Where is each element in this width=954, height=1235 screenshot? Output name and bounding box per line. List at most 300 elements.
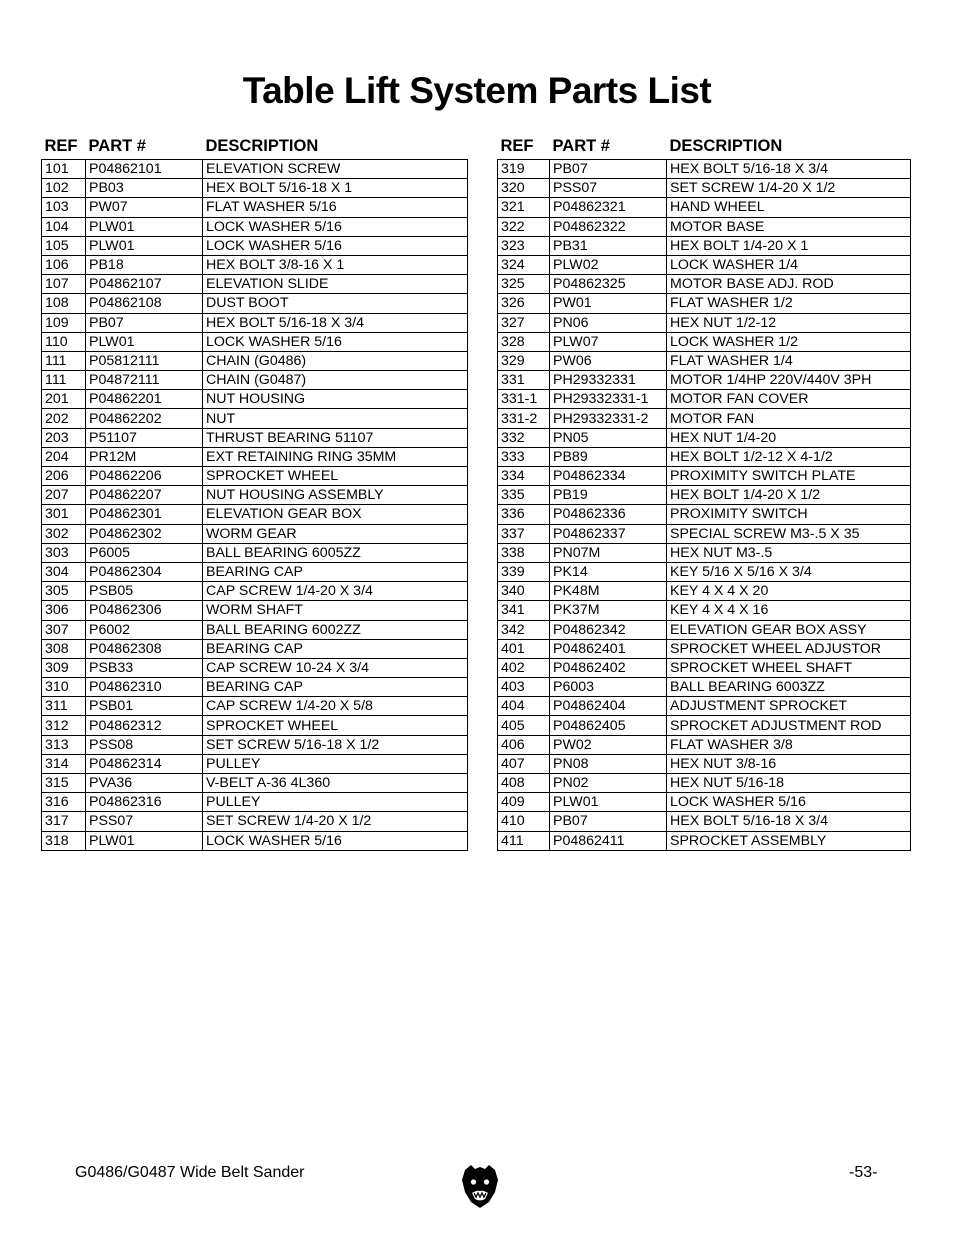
part-number-cell: P04862202 (86, 409, 203, 428)
description-cell: DUST BOOT (203, 294, 468, 313)
table-row (42, 793, 468, 812)
table-row (498, 754, 911, 773)
part-number-cell: P04862108 (86, 294, 203, 313)
description-cell: SPROCKET ASSEMBLY (667, 831, 911, 850)
description-cell: SPROCKET WHEEL (203, 467, 468, 486)
ref-cell: 315 (42, 774, 86, 793)
part-number-cell: P04862304 (86, 562, 203, 581)
ref-cell: 320 (498, 179, 550, 198)
table-row (498, 658, 911, 677)
description-cell: MOTOR FAN COVER (667, 390, 911, 409)
table-row (498, 716, 911, 735)
description-cell: KEY 4 X 4 X 16 (667, 601, 911, 620)
part-number-cell: P05812111 (86, 351, 203, 370)
description-cell: PROXIMITY SWITCH (667, 505, 911, 524)
table-row (498, 409, 911, 428)
table-row (42, 332, 468, 351)
header-part-number: PART # (88, 136, 146, 155)
description-cell: WORM GEAR (203, 524, 468, 543)
table-row (498, 371, 911, 390)
description-cell: NUT (203, 409, 468, 428)
part-number-cell: PK14 (550, 562, 667, 581)
table-row (498, 294, 911, 313)
ref-cell: 105 (42, 236, 86, 255)
ref-cell: 310 (42, 678, 86, 697)
description-cell: HAND WHEEL (667, 198, 911, 217)
description-cell: V-BELT A-36 4L360 (203, 774, 468, 793)
table-row (42, 236, 468, 255)
table-row (498, 735, 911, 754)
table-row (42, 179, 468, 198)
table-row (42, 601, 468, 620)
table-row (42, 198, 468, 217)
part-number-cell: P04862306 (86, 601, 203, 620)
description-cell: HEX BOLT 3/8-16 X 1 (203, 255, 468, 274)
ref-cell: 403 (498, 678, 550, 697)
table-row (42, 620, 468, 639)
description-cell: LOCK WASHER 5/16 (203, 332, 468, 351)
description-cell: CAP SCREW 10-24 X 3/4 (203, 658, 468, 677)
table-row (498, 217, 911, 236)
part-number-cell: P04862401 (550, 639, 667, 658)
description-cell: HEX NUT 1/4-20 (667, 428, 911, 447)
header-part-number: PART # (552, 136, 610, 155)
part-number-cell: P04862101 (86, 160, 203, 179)
part-number-cell: P04862206 (86, 467, 203, 486)
ref-cell: 303 (42, 543, 86, 562)
footer-model-name: G0486/G0487 Wide Belt Sander (75, 1164, 305, 1181)
part-number-cell: PB07 (550, 812, 667, 831)
part-number-cell: P04862325 (550, 275, 667, 294)
table-row (42, 275, 468, 294)
part-number-cell: P04862308 (86, 639, 203, 658)
part-number-cell: PLW07 (550, 332, 667, 351)
part-number-cell: P04862411 (550, 831, 667, 850)
part-number-cell: P51107 (86, 428, 203, 447)
table-row (42, 697, 468, 716)
description-cell: SPECIAL SCREW M3-.5 X 35 (667, 524, 911, 543)
ref-cell: 323 (498, 236, 550, 255)
table-row (498, 332, 911, 351)
description-cell: HEX NUT M3-.5 (667, 543, 911, 562)
part-number-cell: P04862336 (550, 505, 667, 524)
table-row (498, 793, 911, 812)
description-cell: BALL BEARING 6003ZZ (667, 678, 911, 697)
part-number-cell: P04862342 (550, 620, 667, 639)
ref-cell: 301 (42, 505, 86, 524)
part-number-cell: PB31 (550, 236, 667, 255)
parts-table-right (497, 134, 911, 851)
table-row (498, 179, 911, 198)
ref-cell: 321 (498, 198, 550, 217)
table-row (42, 409, 468, 428)
part-number-cell: PLW01 (86, 332, 203, 351)
part-number-cell: P04862207 (86, 486, 203, 505)
description-cell: EXT RETAINING RING 35MM (203, 447, 468, 466)
table-row (42, 562, 468, 581)
table-row (42, 294, 468, 313)
description-cell: SPROCKET WHEEL ADJUSTOR (667, 639, 911, 658)
ref-cell: 333 (498, 447, 550, 466)
table-row (42, 524, 468, 543)
description-cell: CHAIN (G0486) (203, 351, 468, 370)
description-cell: MOTOR BASE (667, 217, 911, 236)
description-cell: HEX BOLT 1/4-20 X 1/2 (667, 486, 911, 505)
part-number-cell: P04862316 (86, 793, 203, 812)
ref-cell: 339 (498, 562, 550, 581)
part-number-cell: P04862310 (86, 678, 203, 697)
description-cell: THRUST BEARING 51107 (203, 428, 468, 447)
part-number-cell: P04862405 (550, 716, 667, 735)
part-number-cell: PK37M (550, 601, 667, 620)
part-number-cell: PLW02 (550, 255, 667, 274)
part-number-cell: PLW01 (86, 831, 203, 850)
part-number-cell: PSB05 (86, 582, 203, 601)
table-row (42, 678, 468, 697)
part-number-cell: PB07 (550, 160, 667, 179)
part-number-cell: P04862302 (86, 524, 203, 543)
table-row (42, 639, 468, 658)
part-number-cell: PB07 (86, 313, 203, 332)
description-cell: FLAT WASHER 1/4 (667, 351, 911, 370)
ref-cell: 325 (498, 275, 550, 294)
ref-cell: 311 (42, 697, 86, 716)
table-row (498, 697, 911, 716)
ref-cell: 107 (42, 275, 86, 294)
part-number-cell: PSS08 (86, 735, 203, 754)
ref-cell: 324 (498, 255, 550, 274)
description-cell: CAP SCREW 1/4-20 X 3/4 (203, 582, 468, 601)
table-row (498, 198, 911, 217)
part-number-cell: P6005 (86, 543, 203, 562)
table-row (42, 582, 468, 601)
table-row (498, 447, 911, 466)
ref-cell: 309 (42, 658, 86, 677)
description-cell: LOCK WASHER 5/16 (203, 831, 468, 850)
part-number-cell: P04862404 (550, 697, 667, 716)
ref-cell: 327 (498, 313, 550, 332)
part-number-cell: P04862312 (86, 716, 203, 735)
ref-cell: 409 (498, 793, 550, 812)
table-row (498, 601, 911, 620)
table-row (498, 486, 911, 505)
ref-cell: 109 (42, 313, 86, 332)
description-cell: MOTOR BASE ADJ. ROD (667, 275, 911, 294)
ref-cell: 111 (42, 351, 86, 370)
part-number-cell: P6002 (86, 620, 203, 639)
part-number-cell: PLW01 (86, 236, 203, 255)
description-cell: ELEVATION GEAR BOX ASSY (667, 620, 911, 639)
table-row (42, 543, 468, 562)
ref-cell: 111 (42, 371, 86, 390)
part-number-cell: PR12M (86, 447, 203, 466)
ref-cell: 305 (42, 582, 86, 601)
part-number-cell: P04862402 (550, 658, 667, 677)
description-cell: SPROCKET WHEEL (203, 716, 468, 735)
ref-cell: 201 (42, 390, 86, 409)
table-row (498, 351, 911, 370)
ref-cell: 336 (498, 505, 550, 524)
table-row (42, 160, 468, 179)
description-cell: SET SCREW 1/4-20 X 1/2 (203, 812, 468, 831)
description-cell: KEY 5/16 X 5/16 X 3/4 (667, 562, 911, 581)
ref-cell: 314 (42, 754, 86, 773)
table-row (498, 774, 911, 793)
description-cell: LOCK WASHER 5/16 (203, 217, 468, 236)
part-number-cell: P04862322 (550, 217, 667, 236)
part-number-cell: P6003 (550, 678, 667, 697)
ref-cell: 402 (498, 658, 550, 677)
table-row (42, 735, 468, 754)
description-cell: SPROCKET ADJUSTMENT ROD (667, 716, 911, 735)
table-row (42, 447, 468, 466)
ref-cell: 206 (42, 467, 86, 486)
table-row (498, 543, 911, 562)
table-row (42, 467, 468, 486)
ref-cell: 404 (498, 697, 550, 716)
part-number-cell: PLW01 (550, 793, 667, 812)
table-row (42, 351, 468, 370)
ref-cell: 406 (498, 735, 550, 754)
ref-cell: 317 (42, 812, 86, 831)
description-cell: WORM SHAFT (203, 601, 468, 620)
ref-cell: 108 (42, 294, 86, 313)
table-row (42, 505, 468, 524)
ref-cell: 110 (42, 332, 86, 351)
ref-cell: 338 (498, 543, 550, 562)
ref-cell: 202 (42, 409, 86, 428)
description-cell: HEX BOLT 5/16-18 X 1 (203, 179, 468, 198)
description-cell: HEX NUT 1/2-12 (667, 313, 911, 332)
ref-cell: 337 (498, 524, 550, 543)
description-cell: NUT HOUSING ASSEMBLY (203, 486, 468, 505)
header-ref: REF (44, 136, 78, 155)
table-row (498, 812, 911, 831)
table-row (42, 831, 468, 850)
part-number-cell: PB19 (550, 486, 667, 505)
description-cell: LOCK WASHER 5/16 (203, 236, 468, 255)
part-number-cell: PW06 (550, 351, 667, 370)
part-number-cell: PLW01 (86, 217, 203, 236)
part-number-cell: P04862301 (86, 505, 203, 524)
header-description: DESCRIPTION (669, 136, 783, 155)
ref-cell: 312 (42, 716, 86, 735)
ref-cell: 103 (42, 198, 86, 217)
description-cell: FLAT WASHER 3/8 (667, 735, 911, 754)
description-cell: BALL BEARING 6005ZZ (203, 543, 468, 562)
table-row (42, 255, 468, 274)
description-cell: HEX BOLT 5/16-18 X 3/4 (667, 160, 911, 179)
ref-cell: 331-1 (498, 390, 550, 409)
table-row (498, 428, 911, 447)
table-row (498, 678, 911, 697)
description-cell: PULLEY (203, 754, 468, 773)
header-ref: REF (500, 136, 534, 155)
ref-cell: 318 (42, 831, 86, 850)
description-cell: SET SCREW 5/16-18 X 1/2 (203, 735, 468, 754)
part-number-cell: P04862314 (86, 754, 203, 773)
description-cell: HEX NUT 3/8-16 (667, 754, 911, 773)
ref-cell: 341 (498, 601, 550, 620)
description-cell: BEARING CAP (203, 678, 468, 697)
table-row (498, 467, 911, 486)
ref-cell: 411 (498, 831, 550, 850)
part-number-cell: P04862334 (550, 467, 667, 486)
ref-cell: 302 (42, 524, 86, 543)
parts-table-left (41, 134, 468, 851)
part-number-cell: P04862201 (86, 390, 203, 409)
ref-cell: 408 (498, 774, 550, 793)
table-row (42, 486, 468, 505)
ref-cell: 340 (498, 582, 550, 601)
description-cell: HEX BOLT 5/16-18 X 3/4 (203, 313, 468, 332)
ref-cell: 331-2 (498, 409, 550, 428)
part-number-cell: P04872111 (86, 371, 203, 390)
description-cell: FLAT WASHER 5/16 (203, 198, 468, 217)
header-description: DESCRIPTION (205, 136, 319, 155)
table-row (498, 582, 911, 601)
description-cell: HEX BOLT 1/4-20 X 1 (667, 236, 911, 255)
table-row (498, 160, 911, 179)
table-row (498, 236, 911, 255)
description-cell: CHAIN (G0487) (203, 371, 468, 390)
page-number: -53- (849, 1164, 878, 1181)
table-row (498, 505, 911, 524)
table-row (498, 620, 911, 639)
part-number-cell: PSS07 (550, 179, 667, 198)
description-cell: LOCK WASHER 5/16 (667, 793, 911, 812)
ref-cell: 313 (42, 735, 86, 754)
part-number-cell: PH29332331-1 (550, 390, 667, 409)
part-number-cell: PH29332331 (550, 371, 667, 390)
grizzly-bear-logo-icon (459, 1162, 501, 1210)
description-cell: FLAT WASHER 1/2 (667, 294, 911, 313)
part-number-cell: PVA36 (86, 774, 203, 793)
part-number-cell: PN02 (550, 774, 667, 793)
ref-cell: 203 (42, 428, 86, 447)
part-number-cell: PB18 (86, 255, 203, 274)
ref-cell: 207 (42, 486, 86, 505)
part-number-cell: PN07M (550, 543, 667, 562)
description-cell: SET SCREW 1/4-20 X 1/2 (667, 179, 911, 198)
table-row (42, 428, 468, 447)
part-number-cell: P04862107 (86, 275, 203, 294)
description-cell: BALL BEARING 6002ZZ (203, 620, 468, 639)
ref-cell: 329 (498, 351, 550, 370)
description-cell: MOTOR FAN (667, 409, 911, 428)
table-row (42, 658, 468, 677)
table-header-row (498, 134, 911, 160)
description-cell: HEX BOLT 1/2-12 X 4-1/2 (667, 447, 911, 466)
ref-cell: 104 (42, 217, 86, 236)
part-number-cell: PN06 (550, 313, 667, 332)
description-cell: KEY 4 X 4 X 20 (667, 582, 911, 601)
description-cell: NUT HOUSING (203, 390, 468, 409)
ref-cell: 316 (42, 793, 86, 812)
part-number-cell: PN08 (550, 754, 667, 773)
description-cell: HEX NUT 5/16-18 (667, 774, 911, 793)
page-title: Table Lift System Parts List (242, 70, 712, 111)
ref-cell: 306 (42, 601, 86, 620)
table-row (498, 524, 911, 543)
ref-cell: 407 (498, 754, 550, 773)
ref-cell: 334 (498, 467, 550, 486)
ref-cell: 308 (42, 639, 86, 658)
ref-cell: 342 (498, 620, 550, 639)
ref-cell: 410 (498, 812, 550, 831)
description-cell: ADJUSTMENT SPROCKET (667, 697, 911, 716)
description-cell: HEX BOLT 5/16-18 X 3/4 (667, 812, 911, 831)
ref-cell: 204 (42, 447, 86, 466)
description-cell: CAP SCREW 1/4-20 X 5/8 (203, 697, 468, 716)
ref-cell: 102 (42, 179, 86, 198)
description-cell: LOCK WASHER 1/2 (667, 332, 911, 351)
ref-cell: 101 (42, 160, 86, 179)
part-number-cell: P04862337 (550, 524, 667, 543)
description-cell: PROXIMITY SWITCH PLATE (667, 467, 911, 486)
table-row (42, 754, 468, 773)
table-row (42, 774, 468, 793)
part-number-cell: PB03 (86, 179, 203, 198)
description-cell: MOTOR 1/4HP 220V/440V 3PH (667, 371, 911, 390)
table-row (42, 390, 468, 409)
description-cell: BEARING CAP (203, 562, 468, 581)
ref-cell: 319 (498, 160, 550, 179)
table-row (498, 255, 911, 274)
ref-cell: 335 (498, 486, 550, 505)
part-number-cell: P04862321 (550, 198, 667, 217)
table-row (42, 716, 468, 735)
ref-cell: 401 (498, 639, 550, 658)
part-number-cell: PW01 (550, 294, 667, 313)
table-row (498, 275, 911, 294)
table-row (498, 313, 911, 332)
table-row (498, 831, 911, 850)
part-number-cell: PSB01 (86, 697, 203, 716)
part-number-cell: PN05 (550, 428, 667, 447)
description-cell: ELEVATION SLIDE (203, 275, 468, 294)
part-number-cell: PB89 (550, 447, 667, 466)
ref-cell: 326 (498, 294, 550, 313)
ref-cell: 322 (498, 217, 550, 236)
table-row (42, 371, 468, 390)
part-number-cell: PH29332331-2 (550, 409, 667, 428)
description-cell: ELEVATION SCREW (203, 160, 468, 179)
table-row (42, 812, 468, 831)
table-header-row (42, 134, 468, 160)
ref-cell: 307 (42, 620, 86, 639)
part-number-cell: PSS07 (86, 812, 203, 831)
description-cell: ELEVATION GEAR BOX (203, 505, 468, 524)
ref-cell: 331 (498, 371, 550, 390)
ref-cell: 328 (498, 332, 550, 351)
description-cell: LOCK WASHER 1/4 (667, 255, 911, 274)
ref-cell: 304 (42, 562, 86, 581)
description-cell: SPROCKET WHEEL SHAFT (667, 658, 911, 677)
table-row (42, 217, 468, 236)
description-cell: PULLEY (203, 793, 468, 812)
part-number-cell: PK48M (550, 582, 667, 601)
table-row (498, 639, 911, 658)
ref-cell: 405 (498, 716, 550, 735)
table-row (498, 390, 911, 409)
table-row (42, 313, 468, 332)
ref-cell: 332 (498, 428, 550, 447)
part-number-cell: PW02 (550, 735, 667, 754)
ref-cell: 106 (42, 255, 86, 274)
part-number-cell: PW07 (86, 198, 203, 217)
part-number-cell: PSB33 (86, 658, 203, 677)
